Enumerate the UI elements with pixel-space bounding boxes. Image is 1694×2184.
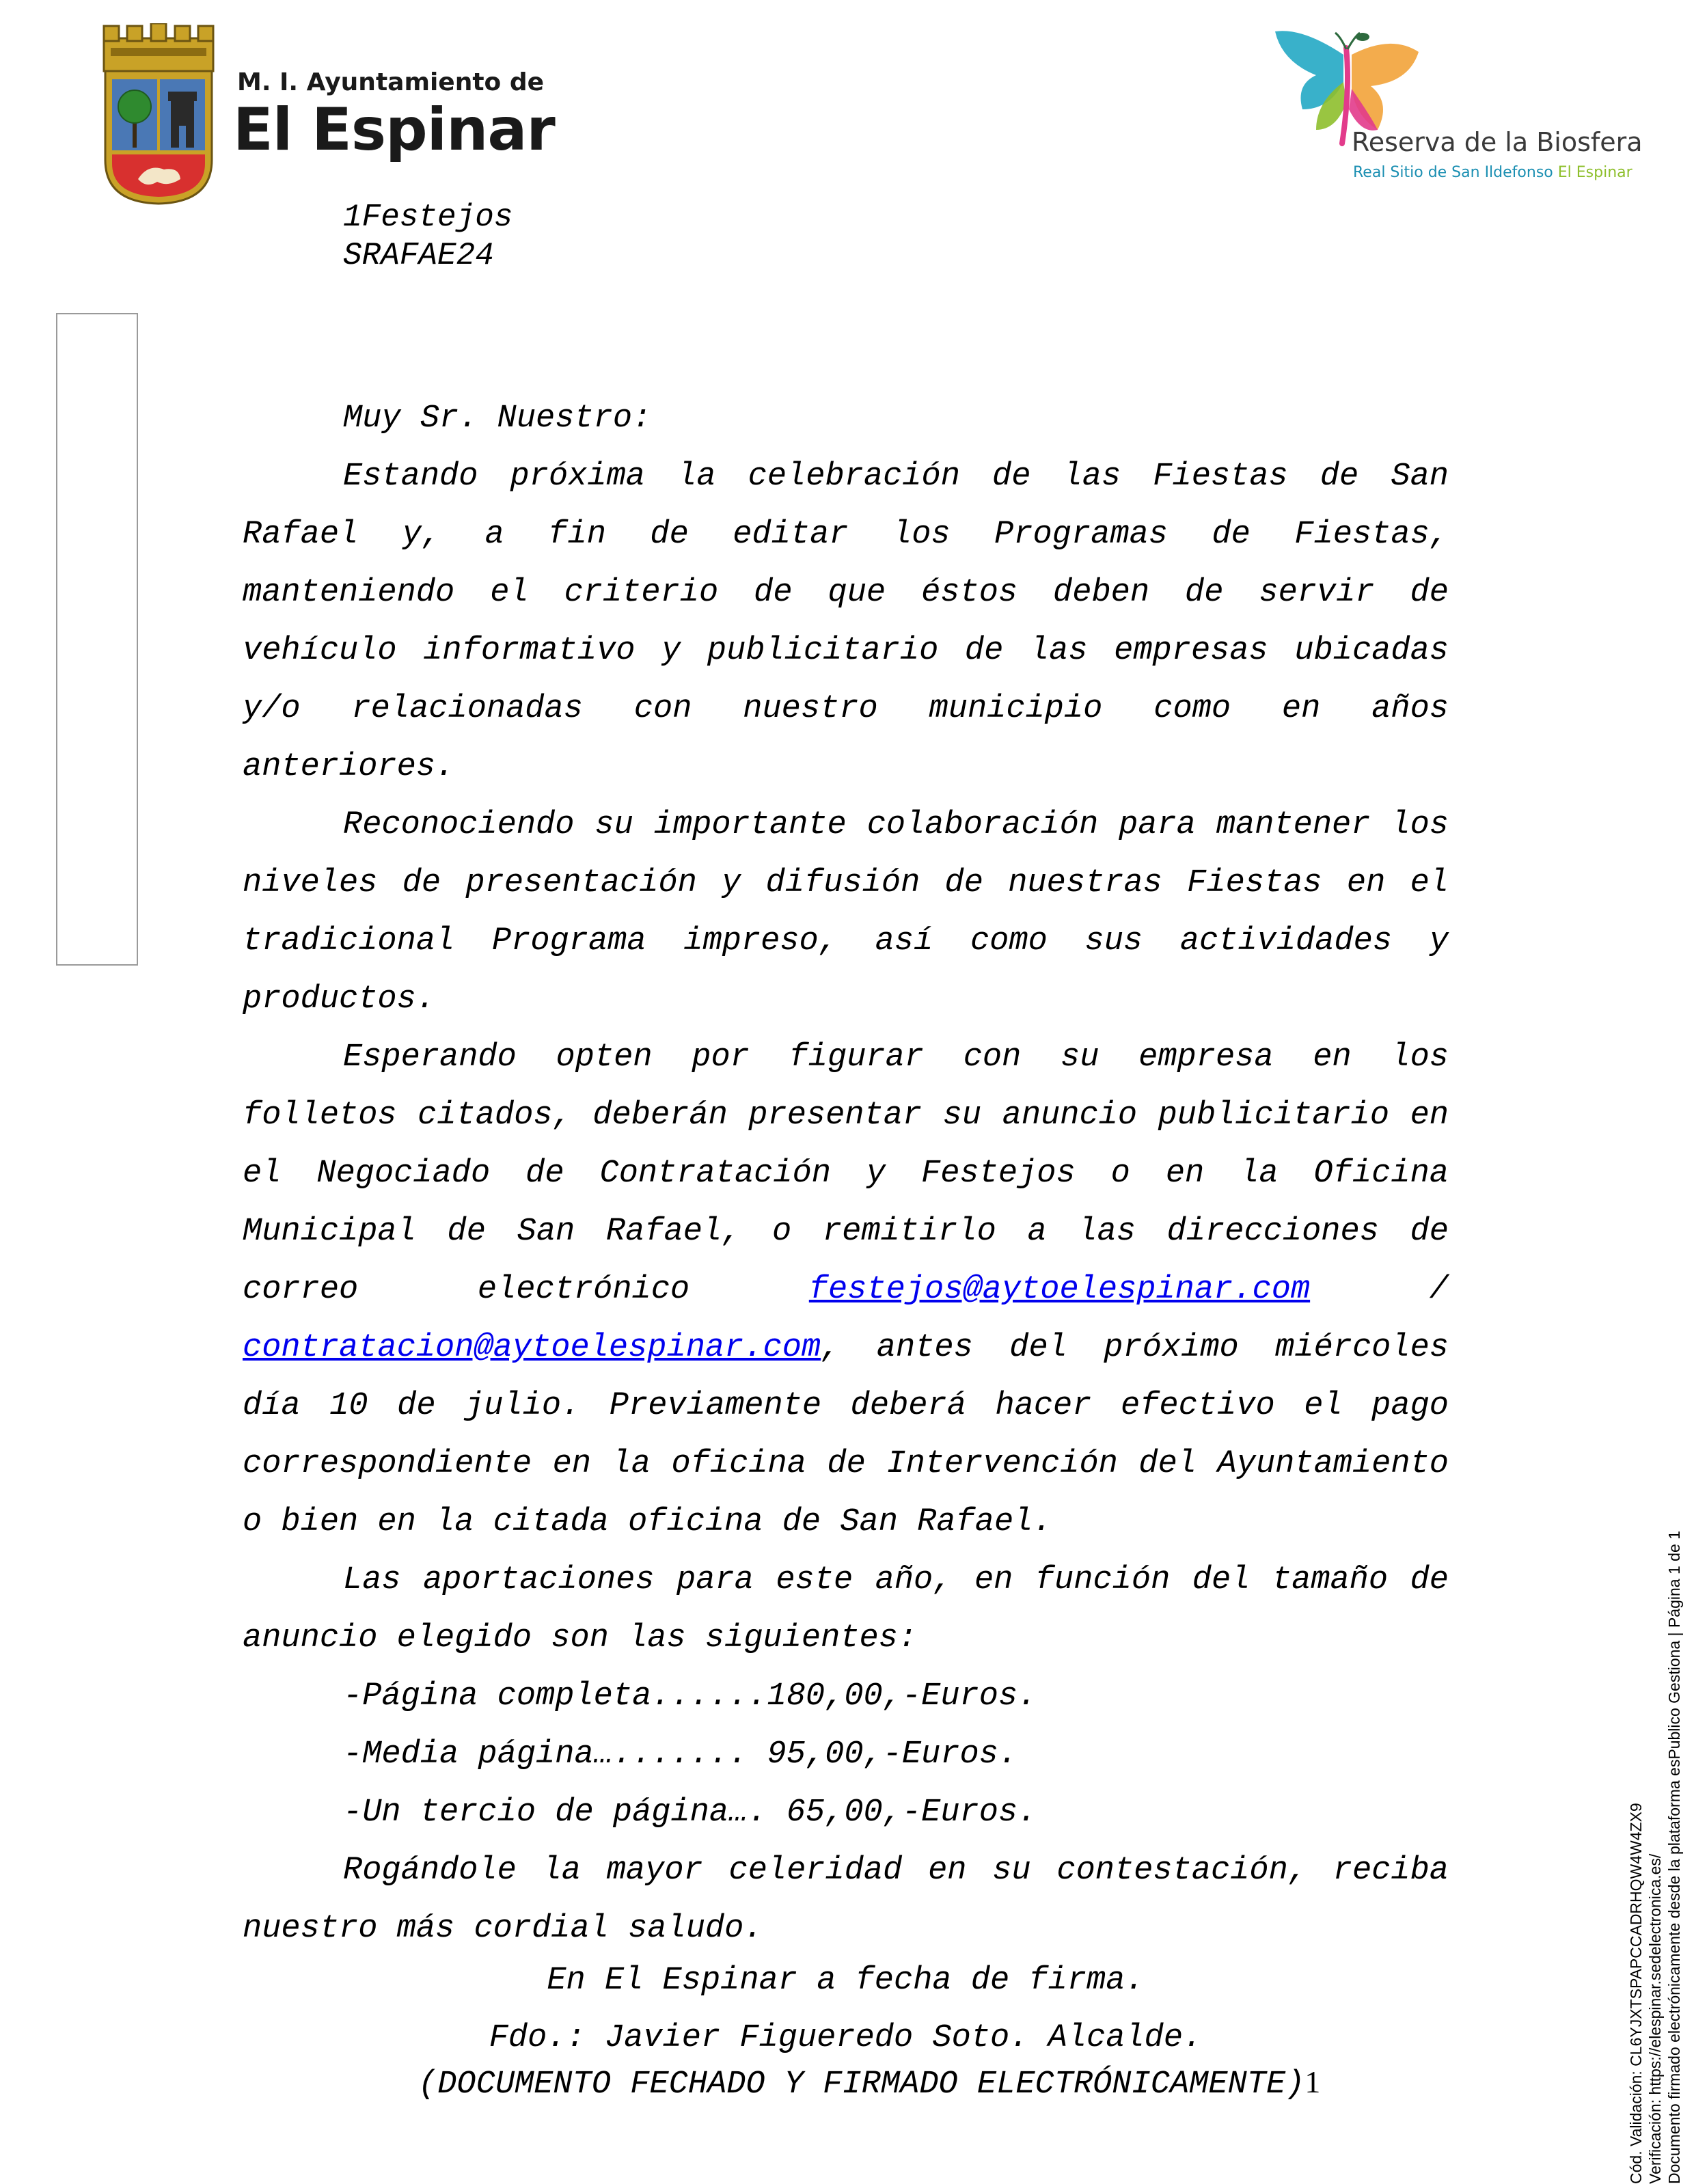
reference-code: SRAFAE24: [343, 238, 494, 273]
letter-body: [243, 390, 1449, 1958]
instructions-text-a: Esperando opten por figurar con su empresa en los folletos citados, deberán presentar su anuncio publicitario en el Negociado de Contratación y Festejos o en la Oficina Municipal de San Rafael, o remitirlo a las direcciones de correo electrónico: [243, 1039, 1449, 1308]
electronic-signature-note: [418, 2058, 1320, 2109]
validation-code: Cód. Validación: CL6YJXTSPAPCCADRHQW4W4ZX9: [1627, 1803, 1645, 2184]
margin-box: [56, 313, 138, 966]
municipal-crest-logo: [97, 23, 220, 206]
municipality-name: El Espinar: [233, 96, 555, 164]
verification-url: Verificación: https://elespinar.sedelectronica.es/: [1646, 1853, 1664, 2184]
paragraph-instructions: [243, 1028, 1449, 1551]
paragraph-prices-intro: Las aportaciones para este año, en función del tamaño de anuncio elegido son las siguientes:: [243, 1562, 1449, 1656]
email-separator: /: [1310, 1272, 1449, 1308]
email-festejos-link[interactable]: festejos@aytoelespinar.com: [808, 1272, 1311, 1308]
price-full-page: -Página completa......180,00,-Euros.: [343, 1678, 1037, 1715]
biosphere-subtitle-place: Real Sitio de San Ildefonso: [1353, 164, 1553, 181]
electronic-signature-text: (DOCUMENTO FECHADO Y FIRMADO ELECTRÓNICAMENTE): [418, 2066, 1305, 2103]
email-contratacion-link[interactable]: contratacion@aytoelespinar.com: [243, 1330, 821, 1366]
signature-line: Fdo.: Javier Figueredo Soto. Alcalde.: [489, 2020, 1203, 2056]
signature-platform-note: Documento firmado electrónicamente desde la plataforma esPublico Gestiona | Página 1 de 1: [1665, 1531, 1683, 2184]
reference-department: 1Festejos: [343, 200, 513, 235]
municipality-label: M. I. Ayuntamiento de: [237, 68, 544, 96]
instructions-text-b: , antes del próximo miércoles día 10 de julio. Previamente deberá hacer efectivo el pago correspondiente en la oficina de Intervención del Ayuntamiento o bien en la citada oficina de San Rafael.: [243, 1330, 1449, 1540]
paragraph-recognition: Reconociendo su importante colaboración para mantener los niveles de presentación y difusión de nuestras Fiestas en el tradicional Programa impreso, así como sus actividades y productos.: [243, 807, 1449, 1018]
biosphere-title: Reserva de la Biosfera: [1352, 127, 1643, 157]
paragraph-intro: Estando próxima la celebración de las Fiestas de San Rafael y, a fin de editar los Programas de Fiestas, manteniendo el criterio de que éstos deben de servir de vehículo informativo y publicitario de las empresas ubicadas y/o relacionadas con nuestro municipio como en años anteriores.: [243, 459, 1449, 785]
price-third-page: -Un tercio de página…. 65,00,-Euros.: [343, 1794, 1037, 1831]
page-number: 1: [1304, 2064, 1321, 2099]
salutation: Muy Sr. Nuestro:: [343, 400, 652, 437]
biosphere-subtitle: [1353, 164, 1632, 181]
place-and-date: En El Espinar a fecha de firma.: [547, 1963, 1145, 1999]
verification-strip: [1626, 1531, 1684, 2184]
biosphere-subtitle-town: El Espinar: [1557, 164, 1632, 181]
paragraph-closing: Rogándole la mayor celeridad en su contestación, reciba nuestro más cordial saludo.: [243, 1853, 1449, 1947]
price-half-page: -Media página…....... 95,00,-Euros.: [343, 1736, 1018, 1773]
